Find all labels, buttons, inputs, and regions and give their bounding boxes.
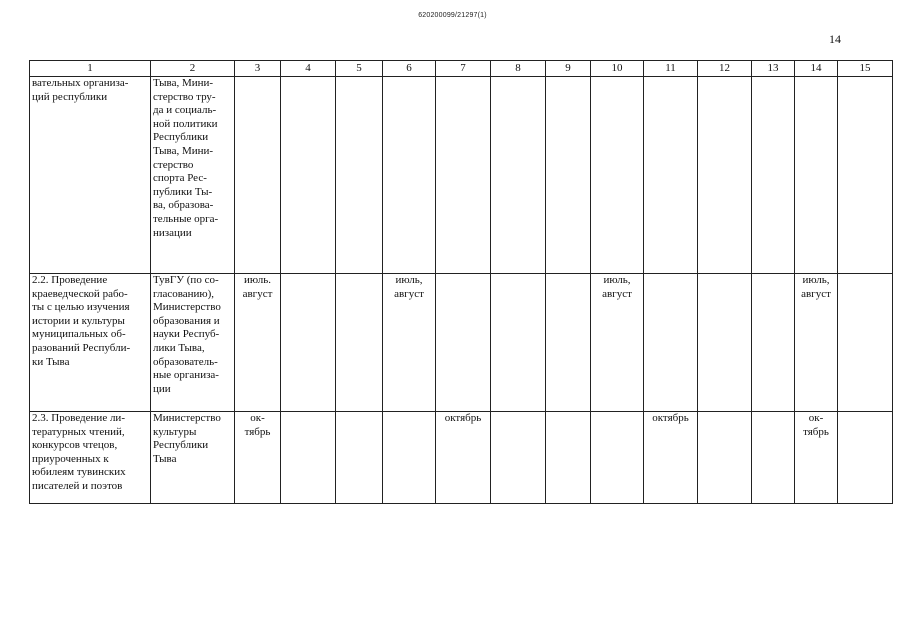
schedule-cell — [281, 77, 336, 274]
schedule-cell: июль, август — [383, 274, 436, 412]
executor-cell: Министерство культуры Республики Тыва — [151, 412, 235, 504]
schedule-cell — [752, 274, 795, 412]
activity-cell: 2.3. Проведение ли- тературных чтений, конкурсов чтецов, приуроченных к юбилеям тувинских писателей и поэтов — [30, 412, 151, 504]
schedule-cell: июль, август — [795, 274, 838, 412]
schedule-cell — [491, 412, 546, 504]
column-header: 9 — [546, 61, 591, 77]
executor-cell: ТувГУ (по со- гласованию), Министерство образования и науки Респуб- лики Тыва, образователь- ные организа- ции — [151, 274, 235, 412]
schedule-cell — [546, 274, 591, 412]
schedule-cell: июль. август — [235, 274, 281, 412]
schedule-cell — [752, 77, 795, 274]
table-row — [30, 412, 893, 504]
column-header: 15 — [838, 61, 893, 77]
column-header: 6 — [383, 61, 436, 77]
table-header-row — [30, 61, 893, 77]
schedule-cell: октябрь — [644, 412, 698, 504]
schedule-cell — [336, 274, 383, 412]
schedule-cell — [235, 77, 281, 274]
column-header: 7 — [436, 61, 491, 77]
schedule-cell — [838, 274, 893, 412]
table-row — [30, 274, 893, 412]
executor-cell: Тыва, Мини- стерство тру- да и социаль- ной политики Республики Тыва, Мини- стерство спорта Рес- публики Ты- ва, образова- тельные орга- низации — [151, 77, 235, 274]
document-id: 620200099/21297(1) — [418, 12, 487, 19]
schedule-cell: ок- тябрь — [795, 412, 838, 504]
schedule-cell — [591, 77, 644, 274]
schedule-cell — [436, 77, 491, 274]
schedule-cell: октябрь — [436, 412, 491, 504]
schedule-cell — [336, 77, 383, 274]
schedule-cell — [436, 274, 491, 412]
schedule-cell — [838, 77, 893, 274]
column-header: 4 — [281, 61, 336, 77]
column-header: 5 — [336, 61, 383, 77]
schedule-cell — [644, 274, 698, 412]
schedule-cell — [752, 412, 795, 504]
column-header: 8 — [491, 61, 546, 77]
schedule-cell — [281, 274, 336, 412]
schedule-cell — [698, 274, 752, 412]
activity-cell: вательных организа- ций республики — [30, 77, 151, 274]
schedule-cell — [698, 77, 752, 274]
column-header: 12 — [698, 61, 752, 77]
schedule-cell — [838, 412, 893, 504]
schedule-cell — [795, 77, 838, 274]
table-row — [30, 77, 893, 274]
schedule-cell — [491, 77, 546, 274]
schedule-cell — [281, 412, 336, 504]
schedule-cell — [698, 412, 752, 504]
schedule-cell — [336, 412, 383, 504]
column-header: 13 — [752, 61, 795, 77]
column-header: 14 — [795, 61, 838, 77]
column-header: 3 — [235, 61, 281, 77]
page-number: 14 — [829, 32, 841, 46]
schedule-cell — [383, 77, 436, 274]
schedule-cell — [546, 77, 591, 274]
schedule-cell: июль, август — [591, 274, 644, 412]
column-header: 1 — [30, 61, 151, 77]
column-header: 2 — [151, 61, 235, 77]
schedule-cell: ок- тябрь — [235, 412, 281, 504]
column-header: 10 — [591, 61, 644, 77]
schedule-table — [29, 60, 893, 504]
schedule-cell — [491, 274, 546, 412]
schedule-cell — [546, 412, 591, 504]
schedule-cell — [644, 77, 698, 274]
schedule-cell — [591, 412, 644, 504]
activity-cell: 2.2. Проведение краеведческой рабо- ты с целью изучения истории и культуры муниципальных об- разований Республи- ки Тыва — [30, 274, 151, 412]
column-header: 11 — [644, 61, 698, 77]
schedule-cell — [383, 412, 436, 504]
